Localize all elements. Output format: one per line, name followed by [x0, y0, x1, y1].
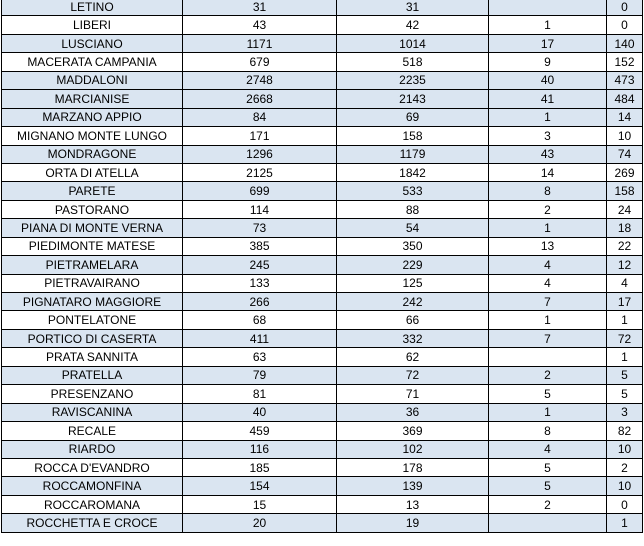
municipality-cell: PIEDIMONTE MATESE	[2, 237, 183, 255]
value-cell-1: 84	[183, 108, 337, 126]
value-cell-1: 245	[183, 256, 337, 274]
municipality-cell: PONTELATONE	[2, 311, 183, 329]
value-cell-4: 3	[607, 403, 643, 421]
value-cell-3: 2	[489, 366, 607, 384]
municipality-cell: MADDALONI	[2, 71, 183, 89]
value-cell-2: 533	[337, 182, 489, 200]
value-cell-3	[489, 514, 607, 532]
value-cell-1: 2748	[183, 71, 337, 89]
value-cell-1: 699	[183, 182, 337, 200]
value-cell-3: 5	[489, 458, 607, 476]
value-cell-1: 171	[183, 127, 337, 145]
table-row	[2, 403, 643, 421]
value-cell-1: 2668	[183, 90, 337, 108]
value-cell-1: 31	[183, 0, 337, 16]
value-cell-3: 4	[489, 440, 607, 458]
municipality-cell: RAVISCANINA	[2, 403, 183, 421]
value-cell-1: 43	[183, 16, 337, 34]
municipality-cell: ROCCHETTA E CROCE	[2, 514, 183, 532]
value-cell-3: 1	[489, 403, 607, 421]
municipality-cell: MARCIANISE	[2, 90, 183, 108]
value-cell-4: 24	[607, 200, 643, 218]
value-cell-2: 139	[337, 477, 489, 495]
value-cell-3: 2	[489, 200, 607, 218]
value-cell-2: 178	[337, 458, 489, 476]
value-cell-3: 8	[489, 422, 607, 440]
value-cell-3	[489, 0, 607, 16]
value-cell-4: 14	[607, 108, 643, 126]
table-row	[2, 495, 643, 513]
value-cell-1: 79	[183, 366, 337, 384]
municipality-cell: PIETRAMELARA	[2, 256, 183, 274]
value-cell-2: 2143	[337, 90, 489, 108]
value-cell-3: 4	[489, 256, 607, 274]
table-row	[2, 219, 643, 237]
municipality-cell: PIGNATARO MAGGIORE	[2, 293, 183, 311]
table-row	[2, 53, 643, 71]
value-cell-4: 2	[607, 458, 643, 476]
value-cell-2: 2235	[337, 71, 489, 89]
value-cell-2: 13	[337, 495, 489, 513]
table-row	[2, 477, 643, 495]
table-row	[2, 145, 643, 163]
value-cell-2: 54	[337, 219, 489, 237]
table-row	[2, 90, 643, 108]
value-cell-2: 62	[337, 348, 489, 366]
value-cell-3: 14	[489, 163, 607, 181]
value-cell-4: 484	[607, 90, 643, 108]
municipality-cell: LETINO	[2, 0, 183, 16]
value-cell-2: 350	[337, 237, 489, 255]
table-row	[2, 237, 643, 255]
value-cell-1: 185	[183, 458, 337, 476]
value-cell-4: 10	[607, 440, 643, 458]
value-cell-4: 12	[607, 256, 643, 274]
value-cell-2: 71	[337, 385, 489, 403]
table-row	[2, 385, 643, 403]
value-cell-1: 15	[183, 495, 337, 513]
value-cell-4: 5	[607, 366, 643, 384]
value-cell-1: 133	[183, 274, 337, 292]
value-cell-2: 125	[337, 274, 489, 292]
municipality-cell: MIGNANO MONTE LUNGO	[2, 127, 183, 145]
table-row	[2, 293, 643, 311]
table-row	[2, 108, 643, 126]
value-cell-4: 269	[607, 163, 643, 181]
value-cell-4: 1	[607, 514, 643, 532]
value-cell-2: 69	[337, 108, 489, 126]
value-cell-3: 40	[489, 71, 607, 89]
value-cell-4: 82	[607, 422, 643, 440]
table-row	[2, 514, 643, 532]
value-cell-4: 18	[607, 219, 643, 237]
value-cell-2: 72	[337, 366, 489, 384]
value-cell-4: 473	[607, 71, 643, 89]
value-cell-3: 5	[489, 477, 607, 495]
municipality-cell: ROCCAMONFINA	[2, 477, 183, 495]
municipality-cell: PASTORANO	[2, 200, 183, 218]
value-cell-3: 4	[489, 274, 607, 292]
municipality-cell: PIETRAVAIRANO	[2, 274, 183, 292]
table-row	[2, 366, 643, 384]
value-cell-3: 9	[489, 53, 607, 71]
municipality-table	[1, 0, 643, 533]
municipality-cell: PRESENZANO	[2, 385, 183, 403]
municipality-cell: MONDRAGONE	[2, 145, 183, 163]
table-row	[2, 440, 643, 458]
table-row	[2, 348, 643, 366]
municipality-cell: RECALE	[2, 422, 183, 440]
value-cell-3: 2	[489, 495, 607, 513]
value-cell-4: 5	[607, 385, 643, 403]
value-cell-2: 229	[337, 256, 489, 274]
table-row	[2, 200, 643, 218]
value-cell-2: 369	[337, 422, 489, 440]
value-cell-1: 73	[183, 219, 337, 237]
value-cell-2: 31	[337, 0, 489, 16]
table-row	[2, 256, 643, 274]
value-cell-3: 7	[489, 293, 607, 311]
value-cell-4: 0	[607, 495, 643, 513]
value-cell-3: 1	[489, 311, 607, 329]
value-cell-4: 17	[607, 293, 643, 311]
value-cell-2: 332	[337, 329, 489, 347]
value-cell-3: 1	[489, 16, 607, 34]
value-cell-2: 1179	[337, 145, 489, 163]
value-cell-1: 68	[183, 311, 337, 329]
municipality-cell: PRATELLA	[2, 366, 183, 384]
value-cell-1: 40	[183, 403, 337, 421]
value-cell-4: 10	[607, 477, 643, 495]
table-row	[2, 422, 643, 440]
municipality-cell: RIARDO	[2, 440, 183, 458]
municipality-cell: PARETE	[2, 182, 183, 200]
value-cell-3: 43	[489, 145, 607, 163]
value-cell-2: 102	[337, 440, 489, 458]
value-cell-4: 10	[607, 127, 643, 145]
municipality-cell: LIBERI	[2, 16, 183, 34]
value-cell-4: 1	[607, 311, 643, 329]
value-cell-2: 36	[337, 403, 489, 421]
value-cell-1: 411	[183, 329, 337, 347]
value-cell-4: 1	[607, 348, 643, 366]
municipality-cell: MARZANO APPIO	[2, 108, 183, 126]
table-row	[2, 16, 643, 34]
table-row	[2, 182, 643, 200]
municipality-cell: ORTA DI ATELLA	[2, 163, 183, 181]
value-cell-1: 20	[183, 514, 337, 532]
table-row	[2, 71, 643, 89]
municipality-cell: PRATA SANNITA	[2, 348, 183, 366]
value-cell-4: 74	[607, 145, 643, 163]
value-cell-2: 66	[337, 311, 489, 329]
value-cell-3: 1	[489, 108, 607, 126]
value-cell-4: 152	[607, 53, 643, 71]
value-cell-2: 19	[337, 514, 489, 532]
value-cell-4: 0	[607, 16, 643, 34]
value-cell-3: 13	[489, 237, 607, 255]
value-cell-2: 242	[337, 293, 489, 311]
table-row	[2, 458, 643, 476]
value-cell-3: 3	[489, 127, 607, 145]
value-cell-1: 459	[183, 422, 337, 440]
value-cell-1: 116	[183, 440, 337, 458]
value-cell-4: 140	[607, 34, 643, 52]
value-cell-4: 0	[607, 0, 643, 16]
value-cell-3	[489, 348, 607, 366]
value-cell-1: 679	[183, 53, 337, 71]
municipality-cell: PIANA DI MONTE VERNA	[2, 219, 183, 237]
value-cell-2: 1014	[337, 34, 489, 52]
value-cell-1: 114	[183, 200, 337, 218]
value-cell-1: 385	[183, 237, 337, 255]
value-cell-3: 1	[489, 219, 607, 237]
table-row	[2, 0, 643, 16]
value-cell-2: 158	[337, 127, 489, 145]
municipality-cell: MACERATA CAMPANIA	[2, 53, 183, 71]
municipality-cell: ROCCA D'EVANDRO	[2, 458, 183, 476]
value-cell-2: 42	[337, 16, 489, 34]
value-cell-4: 72	[607, 329, 643, 347]
value-cell-1: 1296	[183, 145, 337, 163]
municipality-cell: ROCCAROMANA	[2, 495, 183, 513]
value-cell-2: 88	[337, 200, 489, 218]
value-cell-1: 81	[183, 385, 337, 403]
value-cell-3: 5	[489, 385, 607, 403]
table-row	[2, 329, 643, 347]
municipality-cell: LUSCIANO	[2, 34, 183, 52]
table-row	[2, 127, 643, 145]
value-cell-2: 518	[337, 53, 489, 71]
table-row	[2, 274, 643, 292]
value-cell-3: 8	[489, 182, 607, 200]
table-body	[2, 0, 643, 532]
value-cell-1: 154	[183, 477, 337, 495]
table-row	[2, 34, 643, 52]
value-cell-1: 266	[183, 293, 337, 311]
value-cell-2: 1842	[337, 163, 489, 181]
value-cell-1: 2125	[183, 163, 337, 181]
value-cell-3: 41	[489, 90, 607, 108]
value-cell-4: 158	[607, 182, 643, 200]
municipality-cell: PORTICO DI CASERTA	[2, 329, 183, 347]
table-row	[2, 311, 643, 329]
value-cell-1: 63	[183, 348, 337, 366]
table-row	[2, 163, 643, 181]
value-cell-3: 17	[489, 34, 607, 52]
value-cell-1: 1171	[183, 34, 337, 52]
value-cell-4: 22	[607, 237, 643, 255]
value-cell-4: 4	[607, 274, 643, 292]
value-cell-3: 7	[489, 329, 607, 347]
